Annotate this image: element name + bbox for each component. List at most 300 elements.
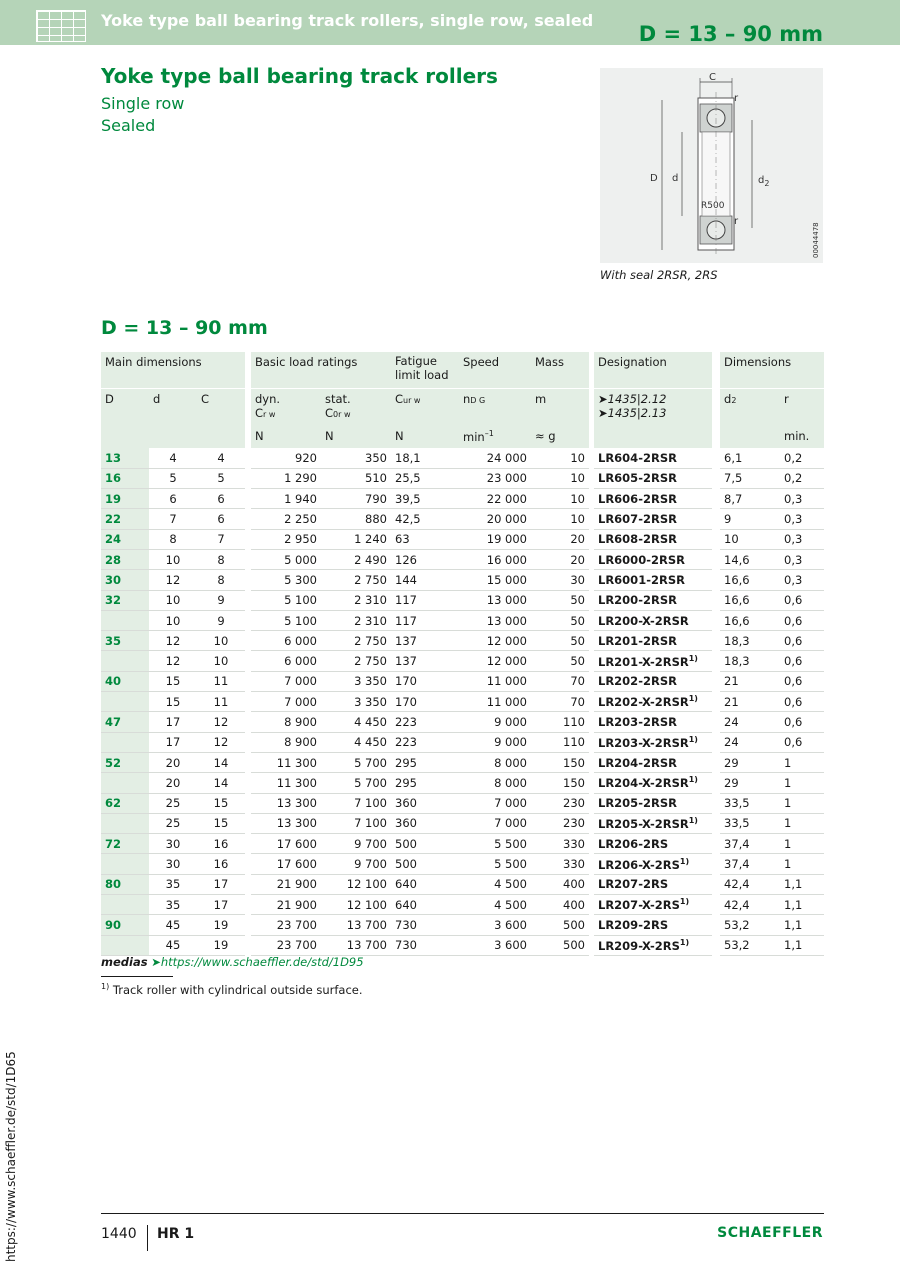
cell-D — [101, 813, 149, 833]
cell-D: 47 — [101, 712, 149, 732]
head-d2: d2 — [720, 388, 780, 426]
cell-stat: 5 700 — [321, 773, 391, 793]
table-row — [101, 854, 824, 874]
cell-d2: 37,4 — [720, 854, 780, 874]
cell-r: 1 — [780, 854, 824, 874]
cell-des: LR607-2RSR — [594, 509, 712, 529]
cell-cur: 126 — [391, 549, 459, 569]
head-designation-refs[interactable] — [594, 388, 712, 426]
cell-stat: 13 700 — [321, 915, 391, 935]
cell-D: 40 — [101, 671, 149, 691]
cell-r: 0,6 — [780, 631, 824, 651]
cell-dyn: 5 300 — [251, 570, 321, 590]
cell-dyn: 5 000 — [251, 549, 321, 569]
cell-cur: 223 — [391, 732, 459, 752]
cell-d: 7 — [149, 509, 197, 529]
cell-stat: 2 310 — [321, 610, 391, 630]
cell-d: 45 — [149, 915, 197, 935]
cell-D: 35 — [101, 631, 149, 651]
cell-des: LR608-2RSR — [594, 529, 712, 549]
drawing-code: 00044478 — [812, 222, 820, 258]
cell-d: 20 — [149, 773, 197, 793]
table-row — [101, 489, 824, 509]
cell-m: 70 — [531, 692, 589, 712]
head-main-dimensions: Main dimensions — [101, 352, 245, 388]
cell-D — [101, 651, 149, 671]
ref-link-2[interactable]: ➤1435|2.13 — [598, 405, 667, 420]
cell-C: 17 — [197, 874, 245, 894]
product-subtitle-seal: Sealed — [101, 116, 156, 135]
cell-stat: 5 700 — [321, 752, 391, 772]
cell-des: LR200-2RSR — [594, 590, 712, 610]
cell-d: 8 — [149, 529, 197, 549]
cell-des: LR6000-2RSR — [594, 549, 712, 569]
cell-n: 24 000 — [459, 448, 531, 468]
cell-r: 0,6 — [780, 590, 824, 610]
medias-arrow-icon: ➤ — [151, 955, 161, 969]
cell-r: 0,3 — [780, 549, 824, 569]
cell-C: 16 — [197, 854, 245, 874]
table-row — [101, 692, 824, 712]
cell-dyn: 1 290 — [251, 468, 321, 488]
cell-cur: 42,5 — [391, 509, 459, 529]
table-row — [101, 915, 824, 935]
header-bar-title: Yoke type ball bearing track rollers, single row, sealed — [101, 11, 594, 30]
cell-d: 10 — [149, 590, 197, 610]
cell-D: 62 — [101, 793, 149, 813]
cell-r: 0,6 — [780, 671, 824, 691]
cell-r: 0,3 — [780, 509, 824, 529]
unit-cur: N — [391, 426, 459, 448]
label-R500: R500 — [701, 201, 725, 211]
cell-d: 17 — [149, 712, 197, 732]
cell-m: 330 — [531, 834, 589, 854]
cell-C: 15 — [197, 813, 245, 833]
cell-dyn: 11 300 — [251, 752, 321, 772]
section-code: HR 1 — [157, 1226, 195, 1242]
cell-n: 19 000 — [459, 529, 531, 549]
cell-d2: 18,3 — [720, 631, 780, 651]
cell-cur: 117 — [391, 610, 459, 630]
cell-d: 10 — [149, 610, 197, 630]
cell-C: 19 — [197, 915, 245, 935]
table-row — [101, 651, 824, 671]
cell-des: LR604-2RSR — [594, 448, 712, 468]
cell-des: LR201-2RSR — [594, 631, 712, 651]
cell-D — [101, 610, 149, 630]
cell-d2: 33,5 — [720, 813, 780, 833]
cell-cur: 295 — [391, 752, 459, 772]
cell-D: 16 — [101, 468, 149, 488]
table-row — [101, 509, 824, 529]
cell-d: 25 — [149, 793, 197, 813]
cell-n: 11 000 — [459, 671, 531, 691]
cell-cur: 144 — [391, 570, 459, 590]
cell-C: 16 — [197, 834, 245, 854]
cell-D: 80 — [101, 874, 149, 894]
cell-des: LR201-X-2RSR$^{1)}$ — [594, 651, 712, 671]
cell-d2: 6,1 — [720, 448, 780, 468]
cell-r: 0,2 — [780, 448, 824, 468]
cell-cur: 500 — [391, 834, 459, 854]
cell-d2: 53,2 — [720, 935, 780, 955]
cell-r: 0,3 — [780, 570, 824, 590]
unit-dyn: N — [251, 426, 321, 448]
cell-dyn: 8 900 — [251, 732, 321, 752]
cell-des: LR205-2RSR — [594, 793, 712, 813]
cell-D: 32 — [101, 590, 149, 610]
cell-d2: 29 — [720, 773, 780, 793]
cell-d: 4 — [149, 448, 197, 468]
cell-d: 30 — [149, 834, 197, 854]
cell-r: 1 — [780, 793, 824, 813]
cell-cur: 295 — [391, 773, 459, 793]
cell-dyn: 6 000 — [251, 631, 321, 651]
cell-des: LR202-2RSR — [594, 671, 712, 691]
cell-m: 50 — [531, 631, 589, 651]
cell-r: 0,6 — [780, 712, 824, 732]
unit-stat: N — [321, 426, 391, 448]
cell-cur: 39,5 — [391, 489, 459, 509]
cell-n: 13 000 — [459, 610, 531, 630]
footnote-text: Track roller with cylindrical outside surface. — [112, 982, 363, 997]
table-row — [101, 712, 824, 732]
cell-des: LR204-2RSR — [594, 752, 712, 772]
bearing-data-table — [101, 352, 824, 956]
cell-C: 19 — [197, 935, 245, 955]
head-dimensions: Dimensions — [720, 352, 824, 388]
cell-stat: 7 100 — [321, 813, 391, 833]
label-r-bottom: r — [734, 216, 739, 227]
cell-C: 9 — [197, 610, 245, 630]
cell-C: 11 — [197, 692, 245, 712]
cell-des: LR6001-2RSR — [594, 570, 712, 590]
cell-r: 0,6 — [780, 651, 824, 671]
product-title: Yoke type ball bearing track rollers — [101, 64, 498, 88]
cell-d2: 7,5 — [720, 468, 780, 488]
cell-d: 12 — [149, 570, 197, 590]
cell-cur: 500 — [391, 854, 459, 874]
cell-r: 1 — [780, 813, 824, 833]
cell-d: 12 — [149, 631, 197, 651]
cell-D: 24 — [101, 529, 149, 549]
cell-m: 110 — [531, 712, 589, 732]
label-C: C — [709, 72, 716, 83]
cell-dyn: 13 300 — [251, 813, 321, 833]
head-fatigue-limit-load: Fatigue limit load — [391, 352, 459, 388]
cell-dyn: 7 000 — [251, 692, 321, 712]
medias-link[interactable]: https://www.schaeffler.de/std/1D95 — [160, 955, 364, 969]
cell-D: 52 — [101, 752, 149, 772]
cell-cur: 223 — [391, 712, 459, 732]
cell-n: 22 000 — [459, 489, 531, 509]
cell-d2: 14,6 — [720, 549, 780, 569]
cell-cur: 640 — [391, 895, 459, 915]
cell-D — [101, 935, 149, 955]
cell-des: LR207-2RS — [594, 874, 712, 894]
cell-dyn: 5 100 — [251, 610, 321, 630]
cell-d: 35 — [149, 874, 197, 894]
cell-n: 12 000 — [459, 651, 531, 671]
cell-des: LR605-2RSR — [594, 468, 712, 488]
table-row — [101, 529, 824, 549]
cell-d2: 42,4 — [720, 874, 780, 894]
cell-n: 5 500 — [459, 854, 531, 874]
head-r: r — [780, 388, 824, 426]
cell-D: 72 — [101, 834, 149, 854]
head-stat: stat. C0r w — [321, 388, 391, 426]
head-cur: Cur w — [391, 388, 459, 426]
cell-stat: 2 750 — [321, 651, 391, 671]
cell-stat: 3 350 — [321, 671, 391, 691]
cell-m: 230 — [531, 813, 589, 833]
cell-stat: 2 750 — [321, 570, 391, 590]
brand-logo: SCHAEFFLER — [717, 1225, 823, 1241]
cell-d2: 16,6 — [720, 610, 780, 630]
cell-dyn: 7 000 — [251, 671, 321, 691]
table-row — [101, 935, 824, 955]
label-d2: $d_2$ — [758, 175, 770, 188]
cell-C: 11 — [197, 671, 245, 691]
cell-stat: 2 490 — [321, 549, 391, 569]
cell-d2: 37,4 — [720, 834, 780, 854]
cell-C: 14 — [197, 752, 245, 772]
cell-m: 50 — [531, 651, 589, 671]
cell-r: 1 — [780, 773, 824, 793]
label-r-top: r — [734, 93, 739, 104]
cell-d: 45 — [149, 935, 197, 955]
cell-C: 17 — [197, 895, 245, 915]
cell-d2: 42,4 — [720, 895, 780, 915]
cell-stat: 1 240 — [321, 529, 391, 549]
cell-m: 150 — [531, 752, 589, 772]
table-row — [101, 631, 824, 651]
cell-stat: 880 — [321, 509, 391, 529]
cell-m: 50 — [531, 610, 589, 630]
table-row — [101, 590, 824, 610]
cell-stat: 12 100 — [321, 895, 391, 915]
cell-n: 8 000 — [459, 773, 531, 793]
cell-r: 0,3 — [780, 529, 824, 549]
side-url[interactable]: https://www.schaeffler.de/std/1D65 — [4, 1051, 18, 1262]
cell-C: 15 — [197, 793, 245, 813]
cell-m: 330 — [531, 854, 589, 874]
medias-line — [101, 955, 364, 969]
table-row — [101, 773, 824, 793]
unit-mass: ≈ g — [531, 426, 589, 448]
cell-n: 13 000 — [459, 590, 531, 610]
cell-r: 1,1 — [780, 895, 824, 915]
cell-n: 7 000 — [459, 793, 531, 813]
cell-n: 9 000 — [459, 732, 531, 752]
cell-des: LR207-X-2RS$^{1)}$ — [594, 895, 712, 915]
cell-n: 4 500 — [459, 874, 531, 894]
cell-cur: 360 — [391, 793, 459, 813]
cell-m: 400 — [531, 874, 589, 894]
cell-C: 7 — [197, 529, 245, 549]
cell-C: 14 — [197, 773, 245, 793]
cell-m: 10 — [531, 448, 589, 468]
cell-D: 90 — [101, 915, 149, 935]
cell-D — [101, 692, 149, 712]
cell-stat: 4 450 — [321, 732, 391, 752]
head-speed: Speed — [459, 352, 531, 388]
cell-D: 19 — [101, 489, 149, 509]
cell-C: 12 — [197, 732, 245, 752]
cell-d: 30 — [149, 854, 197, 874]
page-number: 1440 — [101, 1226, 137, 1242]
cell-cur: 730 — [391, 935, 459, 955]
cell-stat: 4 450 — [321, 712, 391, 732]
cell-des: LR606-2RSR — [594, 489, 712, 509]
footer-rule — [101, 1213, 824, 1214]
cell-d2: 9 — [720, 509, 780, 529]
cell-n: 4 500 — [459, 895, 531, 915]
footer-separator — [147, 1225, 148, 1251]
cell-d: 25 — [149, 813, 197, 833]
table-row — [101, 895, 824, 915]
bearing-drawing — [600, 68, 823, 263]
cell-stat: 7 100 — [321, 793, 391, 813]
cell-m: 20 — [531, 549, 589, 569]
cell-m: 50 — [531, 590, 589, 610]
cell-C: 8 — [197, 549, 245, 569]
cell-dyn: 21 900 — [251, 895, 321, 915]
unit-speed: $\min^{-1}$ — [459, 426, 531, 448]
ref-link-1[interactable]: ➤1435|2.12 — [598, 391, 667, 406]
head-ndg: nD G — [459, 388, 531, 426]
cell-d2: 18,3 — [720, 651, 780, 671]
cell-stat: 9 700 — [321, 834, 391, 854]
cell-d2: 21 — [720, 692, 780, 712]
cell-des: LR206-X-2RS$^{1)}$ — [594, 854, 712, 874]
table-row — [101, 752, 824, 772]
cell-dyn: 17 600 — [251, 834, 321, 854]
cell-des: LR203-2RSR — [594, 712, 712, 732]
table-body — [101, 448, 824, 955]
cell-d2: 29 — [720, 752, 780, 772]
label-D: D — [650, 173, 658, 184]
cell-dyn: 920 — [251, 448, 321, 468]
cell-m: 500 — [531, 915, 589, 935]
cell-n: 16 000 — [459, 549, 531, 569]
cell-C: 9 — [197, 590, 245, 610]
cell-D — [101, 773, 149, 793]
cell-r: 0,6 — [780, 610, 824, 630]
cell-n: 15 000 — [459, 570, 531, 590]
cell-dyn: 6 000 — [251, 651, 321, 671]
cell-r: 1 — [780, 834, 824, 854]
cell-m: 10 — [531, 468, 589, 488]
cell-r: 1,1 — [780, 915, 824, 935]
cell-d: 20 — [149, 752, 197, 772]
cell-cur: 640 — [391, 874, 459, 894]
table-row — [101, 732, 824, 752]
cell-cur: 730 — [391, 915, 459, 935]
table-row — [101, 813, 824, 833]
cell-n: 3 600 — [459, 915, 531, 935]
cell-des: LR205-X-2RSR$^{1)}$ — [594, 813, 712, 833]
cell-cur: 360 — [391, 813, 459, 833]
cell-dyn: 11 300 — [251, 773, 321, 793]
head-d: d — [149, 388, 197, 426]
cell-d: 35 — [149, 895, 197, 915]
table-row — [101, 549, 824, 569]
cell-stat: 790 — [321, 489, 391, 509]
cell-D — [101, 732, 149, 752]
cell-d: 6 — [149, 489, 197, 509]
cell-m: 30 — [531, 570, 589, 590]
cell-dyn: 2 250 — [251, 509, 321, 529]
cell-n: 20 000 — [459, 509, 531, 529]
table-row — [101, 793, 824, 813]
header-range: D = 13 – 90 mm — [638, 22, 823, 46]
cell-cur: 170 — [391, 671, 459, 691]
cell-des: LR202-X-2RSR$^{1)}$ — [594, 692, 712, 712]
cell-r: 0,6 — [780, 732, 824, 752]
table-grid-icon — [36, 10, 86, 42]
cell-m: 70 — [531, 671, 589, 691]
cell-D: 22 — [101, 509, 149, 529]
table-row — [101, 570, 824, 590]
cell-C: 8 — [197, 570, 245, 590]
cell-cur: 170 — [391, 692, 459, 712]
cell-d2: 33,5 — [720, 793, 780, 813]
cell-des: LR203-X-2RSR$^{1)}$ — [594, 732, 712, 752]
cell-n: 5 500 — [459, 834, 531, 854]
cell-d2: 24 — [720, 712, 780, 732]
cell-d2: 10 — [720, 529, 780, 549]
table-row — [101, 448, 824, 468]
cell-stat: 9 700 — [321, 854, 391, 874]
table-row — [101, 834, 824, 854]
cell-cur: 117 — [391, 590, 459, 610]
cell-cur: 25,5 — [391, 468, 459, 488]
cell-C: 4 — [197, 448, 245, 468]
table-row — [101, 874, 824, 894]
cell-d2: 8,7 — [720, 489, 780, 509]
cell-dyn: 13 300 — [251, 793, 321, 813]
cell-r: 1,1 — [780, 935, 824, 955]
cell-r: 1,1 — [780, 874, 824, 894]
section-title: D = 13 – 90 mm — [101, 317, 268, 339]
cell-cur: 18,1 — [391, 448, 459, 468]
cell-D — [101, 895, 149, 915]
cell-d2: 16,6 — [720, 590, 780, 610]
cell-m: 10 — [531, 509, 589, 529]
cell-r: 0,2 — [780, 468, 824, 488]
table-row — [101, 468, 824, 488]
cell-cur: 137 — [391, 631, 459, 651]
head-basic-load-ratings: Basic load ratings — [251, 352, 391, 388]
cell-stat: 3 350 — [321, 692, 391, 712]
cell-dyn: 23 700 — [251, 935, 321, 955]
cell-n: 23 000 — [459, 468, 531, 488]
medias-label: medias — [101, 955, 148, 969]
cell-n: 8 000 — [459, 752, 531, 772]
cell-d2: 24 — [720, 732, 780, 752]
cell-m: 400 — [531, 895, 589, 915]
cell-dyn: 21 900 — [251, 874, 321, 894]
cell-n: 11 000 — [459, 692, 531, 712]
cell-dyn: 5 100 — [251, 590, 321, 610]
footnote-mark: 1) — [101, 982, 110, 991]
cell-C: 10 — [197, 651, 245, 671]
cell-m: 230 — [531, 793, 589, 813]
cell-d: 17 — [149, 732, 197, 752]
cell-cur: 137 — [391, 651, 459, 671]
cell-des: LR209-X-2RS$^{1)}$ — [594, 935, 712, 955]
